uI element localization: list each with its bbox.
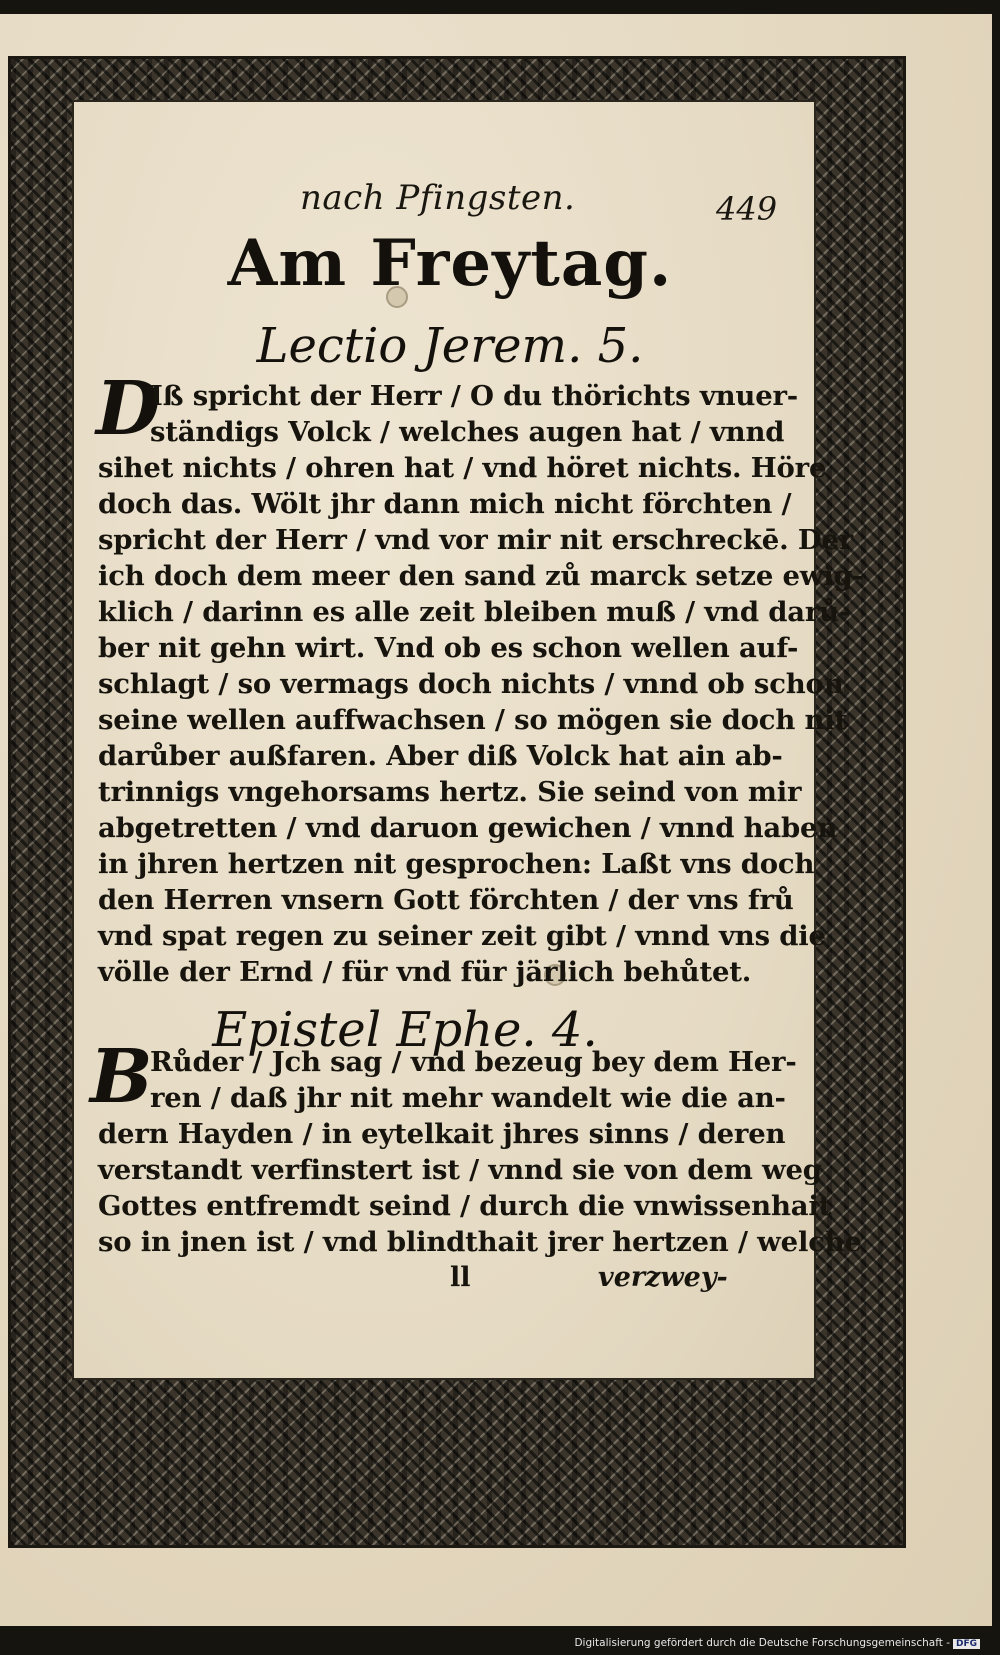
text-line: völle der Ernd / für vnd für järlich behůtet. <box>98 956 752 988</box>
text-line: spricht der Herr / vnd vor mir nit erschreckē. Der <box>98 524 854 556</box>
text-line: in jhren hertzen nit gesprochen: Laßt vns doch <box>98 848 815 880</box>
catchword: verzwey- <box>598 1262 728 1293</box>
text-line: Gottes entfremdt seind / durch die vnwissenhait <box>98 1190 832 1222</box>
text-line: den Herren vnsern Gott förchten / der vns frů <box>98 884 794 916</box>
text-line: trinnigs vngehorsams hertz. Sie seind von mir <box>98 776 802 808</box>
page-number: 449 <box>716 190 778 228</box>
epistle-text <box>98 1044 862 1260</box>
text-line: abgetretten / vnd daruon gewichen / vnnd haben <box>98 812 838 844</box>
running-head: nach Pfingsten. <box>300 178 576 218</box>
text-line: ber nit gehn wirt. Vnd ob es schon wellen auf- <box>98 632 799 664</box>
text-line: darůber außfaren. Aber diß Volck hat ain ab- <box>98 740 783 772</box>
text-line: ich doch dem meer den sand zů marck setze ewig- <box>98 560 864 592</box>
text-line: klich / darinn es alle zeit bleiben muß / vnd darů- <box>98 596 851 628</box>
credit-text: Digitalisierung gefördert durch die Deutsche Forschungsgemeinschaft - <box>574 1637 950 1649</box>
text-line: Růder / Jch sag / vnd bezeug bey dem Her- <box>150 1046 797 1078</box>
text-line: doch das. Wölt jhr dann mich nicht förchten / <box>98 488 792 520</box>
drop-initial: D <box>96 366 161 452</box>
epistle-heading: Epistel Ephe. 4. <box>212 1002 598 1058</box>
text-line: vnd spat regen zu seiner zeit gibt / vnnd vns die <box>98 920 826 952</box>
text-line: so in jnen ist / vnd blindthait jrer hertzen / welche <box>98 1226 862 1258</box>
digitization-credit <box>574 1637 980 1649</box>
text-line: sihet nichts / ohren hat / vnd höret nichts. Höre <box>98 452 827 484</box>
signature-mark: ll <box>450 1262 471 1293</box>
text-line: ständigs Volck / welches augen hat / vnnd <box>150 416 785 448</box>
page-title: Am Freytag. <box>227 226 673 301</box>
drop-initial: B <box>90 1034 153 1120</box>
dfg-logo: DFG <box>953 1639 980 1649</box>
text-line: seine wellen auffwachsen / so mögen sie doch nit <box>98 704 848 736</box>
lection-text <box>98 378 864 990</box>
text-line: ren / daß jhr nit mehr wandelt wie die an- <box>150 1082 786 1114</box>
text-line: verstandt verfinstert ist / vnnd sie von dem weg <box>98 1154 822 1186</box>
text-line: dern Hayden / in eytelkait jhres sinns / deren <box>98 1118 786 1150</box>
text-line: Iß spricht der Herr / O du thörichts vnuer- <box>150 380 798 412</box>
lection-heading: Lectio Jerem. 5. <box>256 318 644 374</box>
text-line: schlagt / so vermags doch nichts / vnnd ob schon <box>98 668 844 700</box>
